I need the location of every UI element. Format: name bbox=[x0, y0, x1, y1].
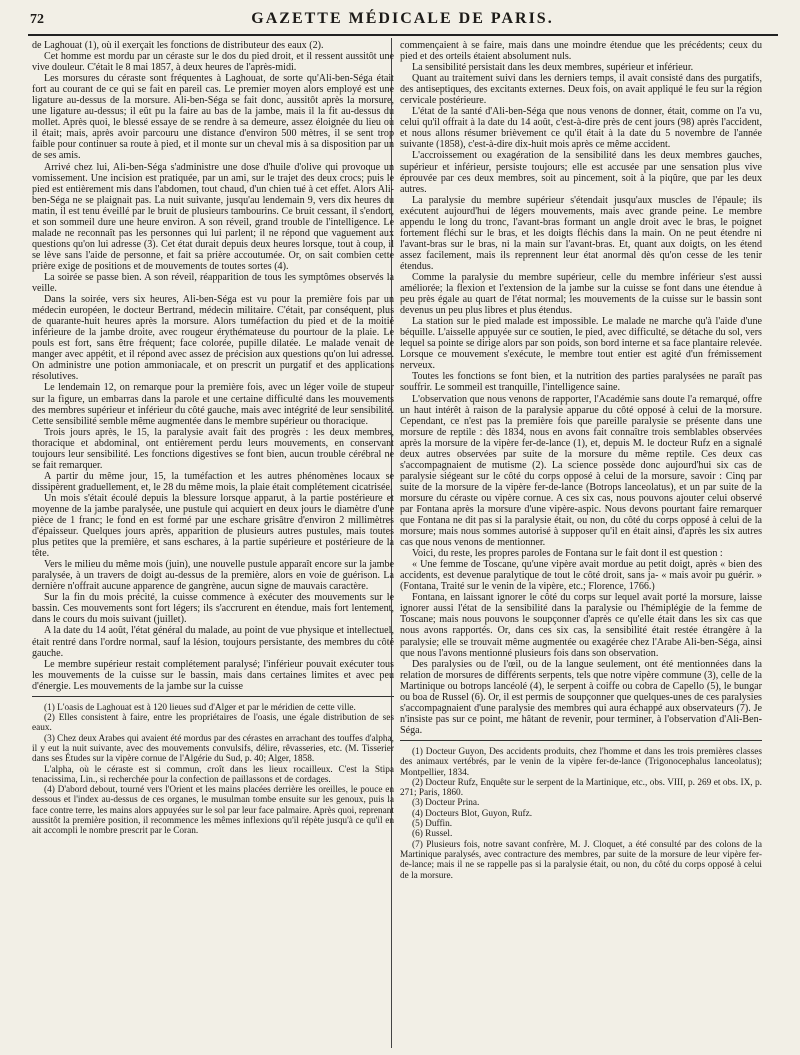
footnote: (3) Docteur Prina. bbox=[412, 798, 480, 809]
right-body bbox=[400, 40, 762, 736]
right-column bbox=[400, 40, 762, 881]
left-footnotes bbox=[32, 703, 394, 837]
paragraph: Fontana, en laissant ignorer le côté du corps sur lequel avait porté la morsure, laisse ignorer aussi l'état de la sensibilité dans la paralysie ou l'hémiplégie de la femme de Toscane; mais nous pouvons le soupçonner d'après ce qu'elle était dans les six cas que nous avons rapportés. Or, dans ces six cas, la sensibilité était restée étrangère à la paralysie; elle se trouvait même augmentée ou exagérée chez l'Arabe Ali-ben-Séga, ainsi que nous l'avons mentionné plusieurs fois dans son observation. bbox=[400, 592, 762, 659]
paragraph: de Laghouat (1), où il exerçait les fonctions de distributeur des eaux (2). bbox=[32, 40, 324, 51]
footnote: (5) Duffin. bbox=[412, 819, 453, 830]
footnote: (7) Plusieurs fois, notre savant confrère, M. J. Cloquet, a été consulté par des colons de la Martinique paralysés, avec contracture des membres, par suite de la morsure de leur vipère fer-de-lance; mais il ne se rappelle pas si la paralysie était, ou non, du côté du corps opposé à celui de la morsure. bbox=[400, 839, 762, 881]
paragraph: A la date du 14 août, l'état général du malade, au point de vue physique et intellectuel, était rentré dans l'ordre normal, sauf la lésion, toujours persistante, des membres du côté gauche. bbox=[32, 625, 394, 659]
paragraph: La paralysie du membre supérieur s'étendait jusqu'aux muscles de l'épaule; ils exécutent aujourd'hui de légers mouvements, mais avec grande peine. Le membre appendu le long du tronc, l'avant-bras formant un angle droit avec le bras, le poignet fortement fléchi sur le bras, et les doigts fléchis dans la main. On ne peut étendre ni l'avant-bras sur le bras, ni la main sur l'avant-bras. Et, quant aux doigts, on les étend assez facilement, mais ils reprennent leur état anormal dès qu'on cesse de les tenir étendus. bbox=[400, 194, 762, 272]
footnote: (4) D'abord debout, tourné vers l'Orient et les mains placées derrière les oreilles, le pouce en dessous et l'index au-dessus de ces organes, le musulman tombe ensuite sur les genoux, puis la face contre terre, les mains alors appuyées sur le sol par leur face palmaire. Après quoi, reprenant aussitôt la première position, il recommence les mêmes inflexions qu'il répète jusqu'à ce qu'il en ait accompli le nombre prescrit par le Coran. bbox=[32, 785, 394, 837]
footnote: (4) Docteurs Blot, Guyon, Rufz. bbox=[412, 808, 533, 819]
footnote: (3) Chez deux Arabes qui avaient été mordus par des cérastes en arrachant des touffes d'alpha, il y eut la nuit suivante, avec des mouvements convulsifs, délire, rêvasseries, etc. (M. Tisserier dans ses Études sur la vipère cornue de l'Algérie du Sud, p. 40; Alger, 1858. bbox=[32, 733, 394, 765]
footnote: L'alpha, où le céraste est si commun, croît dans les lieux rocailleux. C'est la Stipa tenacissima, Lin., si recherchée pour la confection de paillassons et de cordages. bbox=[32, 764, 394, 785]
paragraph: Les morsures du céraste sont fréquentes à Laghouat, de sorte qu'Ali-ben-Séga était fort au courant de ce qui se fait en pareil cas. Le premier moyen alors employé est une ligature au-dessus de la morsure. Ali-ben-Séga se fait donc, aussitôt après la morsure, une ligature au-dessus; il eût pu la faire au bas de la jambe, mais il la fit au-dessus du mollet. Après quoi, le blessé essaye de se rendre à sa demeure, assez éloignée du lieu où il était; mais, après avoir parcouru une distance d'environ 500 mètres, il se sent trop faible pour continuer sa route à pied, et il monte sur un cheval mis à sa disposition par un de ses amis. bbox=[32, 73, 394, 162]
paragraph: L'état de la santé d'Ali-ben-Séga que nous venons de donner, était, comme on l'a vu, celui qu'il offrait à la date du 14 août, c'est-à-dire près de cent jours (98) après l'accident, et nous allons résumer brièvement ce qu'il était à la date du 5 novembre de l'année suivante (1858), c'est-à-dire dix-huit mois après ce même accident. bbox=[400, 106, 762, 151]
paragraph: Dans la soirée, vers six heures, Ali-ben-Séga est vu pour la première fois par un médecin européen, le docteur Bertrand, médecin militaire. C'était, par conséquent, plus de quarante-huit heures après la morsure. Alors tuméfaction du pied et de la moitié inférieure de la jambe droite, avec rougeur érythémateuse du pourtour de la plaie. Le pouls est fort, sans être fréquent; face colorée, pupille dilatée. Le malade venait de manger avec appétit, et il répond avec assez de précision aux questions qu'on lui adresse. On administre une potion ammoniacale, et on prescrit un purgatif et des applications résolutives. bbox=[32, 294, 394, 383]
footnote: (1) Docteur Guyon, Des accidents produits, chez l'homme et dans les trois premières classes des animaux vertébrés, par le venin de la vipère fer-de-lance (Trigonocephalus lanceolatus); Montpellier, 1834. bbox=[400, 746, 762, 778]
paragraph: La sensibilité persistait dans les deux membres, supérieur et inférieur. bbox=[412, 62, 694, 74]
paragraph: Le lendemain 12, on remarque pour la première fois, avec un léger voile de stupeur sur la figure, un embarras dans la parole et une certaine difficulté dans les mouvements des membres supérieur et inférieur du côté gauche, mais avec intégrité de leur sensibilité. Cette sensibilité semble même augmentée dans le membre supérieur ou thoracique. bbox=[32, 382, 394, 427]
right-footnotes bbox=[400, 747, 762, 881]
paragraph: L'accroissement ou exagération de la sensibilité dans les deux membres gauches, supérieur et inférieur, persiste toujours; elle est accusée par une sensation plus vive éprouvée par ces deux membres, soit au pincement, soit à la piqûre, que par les deux autres. bbox=[400, 150, 762, 195]
quote: « Une femme de Toscane, qu'une vipère avait mordue au petit doigt, après « bien des accidents, est devenue paralytique de tout le côté droit, sans ja- « mais avoir pu guérir. » (Fontana, Traité sur le venin de la vipère, etc.; Florence, 1766.) bbox=[400, 559, 762, 593]
left-column bbox=[32, 40, 394, 837]
paragraph: Des paralysies ou de l'œil, ou de la langue seulement, ont été mentionnées dans la relation de morsures de différents serpents, tels que notre vipère commune (3), celle de la Martinique ou botrops lancéolé (4), le serpent à coiffe ou cobra de Capello (5), le bungar ou boa de Russel (6). Or, il est permis de soupçonner que quelques-unes de ces paralysies s'accompagnaient d'une paralysie des membres qui aura échappé aux observateurs (7). Je n'insiste pas sur ce point, me hâtant de revenir, pour terminer, à l'observation d'Ali-Ben-Séga. bbox=[400, 658, 762, 736]
paragraph: Arrivé chez lui, Ali-ben-Séga s'administre une dose d'huile d'olive qui provoque un vomissement. Une incision est pratiquée, par un ami, sur le trajet des deux crocs; puis le pied est entièrement mis dans l'abdomen, tout chaud, d'un chien tué à cet effet. Alors Ali-ben-Séga ne se plaignait pas. La nuit suivante, jusqu'au lendemain 9, vers dix heures du matin, il est tenu éveillé par le bruit de plusieurs tambourins. Ce bruit cessant, il s'endort, et son sommeil dure une heure environ. A son réveil, grand trouble de l'intelligence. Le malade ne reconnaît pas les personnes qui lui parlent; il ne répond que vaguement aux questions qu'on lui adresse (3). Cet état durait depuis deux heures lorsque, tout à coup, il se lève sans l'aide de personne, et fait sa prière accoutumée. Or, on sait combien cette prière exige de positions et de mouvements de toutes sortes (4). bbox=[32, 161, 394, 272]
journal-title: GAZETTE MÉDICALE DE PARIS. bbox=[251, 10, 554, 27]
page-header bbox=[30, 10, 775, 34]
header-rule bbox=[28, 34, 778, 36]
footnote: (6) Russel. bbox=[412, 829, 453, 840]
paragraph: La soirée se passe bien. A son réveil, réapparition de tous les symptômes observés la veille. bbox=[32, 271, 394, 295]
footnote: (2) Elles consistent à faire, entre les propriétaires de l'oasis, une égale distribution de ses eaux. bbox=[32, 713, 394, 734]
paragraph: L'observation que nous venons de rapporter, l'Académie sans doute l'a remarqué, offre un haut intérêt à raison de la paralysie apparue du côté opposé à celui de la morsure. Cependant, ce n'est pas la première fois que pareille paralysie se présente dans une morsure de reptile : dès 1834, nous en avons fait connaître trois semblables observées après la morsure de la vipère fer-de-lance (1), et, depuis M. le docteur Rufz en a signalé deux autres observées par suite de la morsure du même reptile. Ces deux cas s'accompagnaient de mutisme (2). La science possède donc aujourd'hui six cas de paralysie siégeant sur le côté du corps opposé à celui de la morsure, savoir : Cinq par suite de la morsure de la vipère fer-de-lance (Botrops lanceolatus), et un par suite de la morsure du céraste ou vipère cornue. A ces six cas, nous pouvons ajouter celui observé par Fontana après la morsure d'une vipère-aspic. Nous devons pourtant faire remarquer que Fontana ne dit pas si la paralysie était, ou non, du côté du corps opposé à celui de la morsure; mais nous sommes autorisé à supposer qu'il en était ainsi, d'après les six autres cas que nous venons de mentionner. bbox=[400, 393, 762, 549]
paragraph: Voici, du reste, les propres paroles de Fontana sur le fait dont il est question : bbox=[412, 548, 723, 560]
footnote-separator bbox=[400, 740, 762, 741]
paragraph: Cet homme est mordu par un céraste sur le dos du pied droit, et il ressent aussitôt une vive douleur. C'était le 8 mai 1857, à deux heures de l'après-midi. bbox=[32, 51, 394, 74]
paragraph: Toutes les fonctions se font bien, et la nutrition des parties paralysées ne paraît pas souffrir. Le sommeil est tranquille, l'intelligence saine. bbox=[400, 371, 762, 394]
paragraph: Vers le milieu du même mois (juin), une nouvelle pustule apparaît encore sur la jambe paralysée, à un travers de doigt au-dessus de la première, alors en voie de guérison. La dernière n'offrait aucune apparence de gangrène, aucun signe de mauvais caractère. bbox=[32, 559, 394, 593]
paragraph: Quant au traitement suivi dans les derniers temps, il avait consisté dans des purgatifs, des antiseptiques, des excitants externes. Deux fois, on avait appliqué le feu sur la région cervicale postérieure. bbox=[400, 73, 762, 107]
page-number: 72 bbox=[30, 12, 44, 27]
paragraph: La station sur le pied malade est impossible. Le malade ne marche qu'à l'aide d'une béquille. L'aisselle appuyée sur ce soutien, le pied, avec difficulté, se détache du sol, vers lequel sa pointe se dirige alors par son poids, son bord interne et sa face plantaire relevée. Lorsque ce mouvement s'exécute, le membre tout entier est agité d'un frémissement nerveux. bbox=[400, 316, 762, 372]
paragraph: Sur la fin du mois précité, la cuisse commence à exécuter des mouvements sur le bassin. Ces mouvements sont fort légers; ils s'accrurent en étendue, mais fort lentement, dans le cours du mois suivant (juillet). bbox=[32, 592, 394, 626]
left-body bbox=[32, 40, 394, 692]
footnote: (1) L'oasis de Laghouat est à 120 lieues sud d'Alger et par le méridien de cette ville. bbox=[44, 702, 356, 713]
footnote: (2) Docteur Rufz, Enquête sur le serpent de la Martinique, etc., obs. VIII, p. 269 et obs. IX, p. 271; Paris, 1860. bbox=[400, 777, 762, 799]
paragraph: A partir du même jour, 15, la tuméfaction et les autres phénomènes locaux se dissipèrent graduellement, et, le 28 du même mois, la plaie était complétement cicatrisée. bbox=[32, 470, 394, 493]
paragraph: Un mois s'était écoulé depuis la blessure lorsque apparut, à la partie postérieure et moyenne de la jambe paralysée, une pustule qui acquiert en deux jours le diamètre d'une pièce de 1 franc; le fond en est formé par une eschare grisâtre d'environ 2 millimètres d'épaisseur. Quelques jours après, apparition de plusieurs autres pustules, mais toutes plus petites que la première, et sans eschares, à la partie supérieure et postérieure de la tête. bbox=[32, 492, 394, 560]
paragraph: Comme la paralysie du membre supérieur, celle du membre inférieur s'est aussi améliorée; la flexion et l'extension de la jambe sur la cuisse se font dans une étendue à peu près égale au quart de l'état normal; les mouvements de la cuisse sur le bassin sont devenus un peu plus libres et plus étendus. bbox=[400, 271, 762, 317]
footnote-separator bbox=[32, 696, 394, 697]
paragraph: commençaient à se faire, mais dans une moindre étendue que les précédents; ceux du pied et des orteils étaient absolument nuls. bbox=[400, 40, 762, 63]
paragraph: Le membre supérieur restait complétement paralysé; l'inférieur pouvait exécuter tous les mouvements de la cuisse sur le bassin, mais dans certaines limites et avec peu d'énergie. Les mouvements de la jambe sur la cuisse bbox=[32, 658, 394, 692]
paragraph: Trois jours après, le 15, la paralysie avait fait des progrès : les deux membres, thoracique et abdominal, ont entièrement perdu leurs mouvements, en conservant toujours leur sensibilité. Les fonctions digestives se font bien, aucun trouble cérébral ne se fait remarquer. bbox=[32, 426, 394, 471]
